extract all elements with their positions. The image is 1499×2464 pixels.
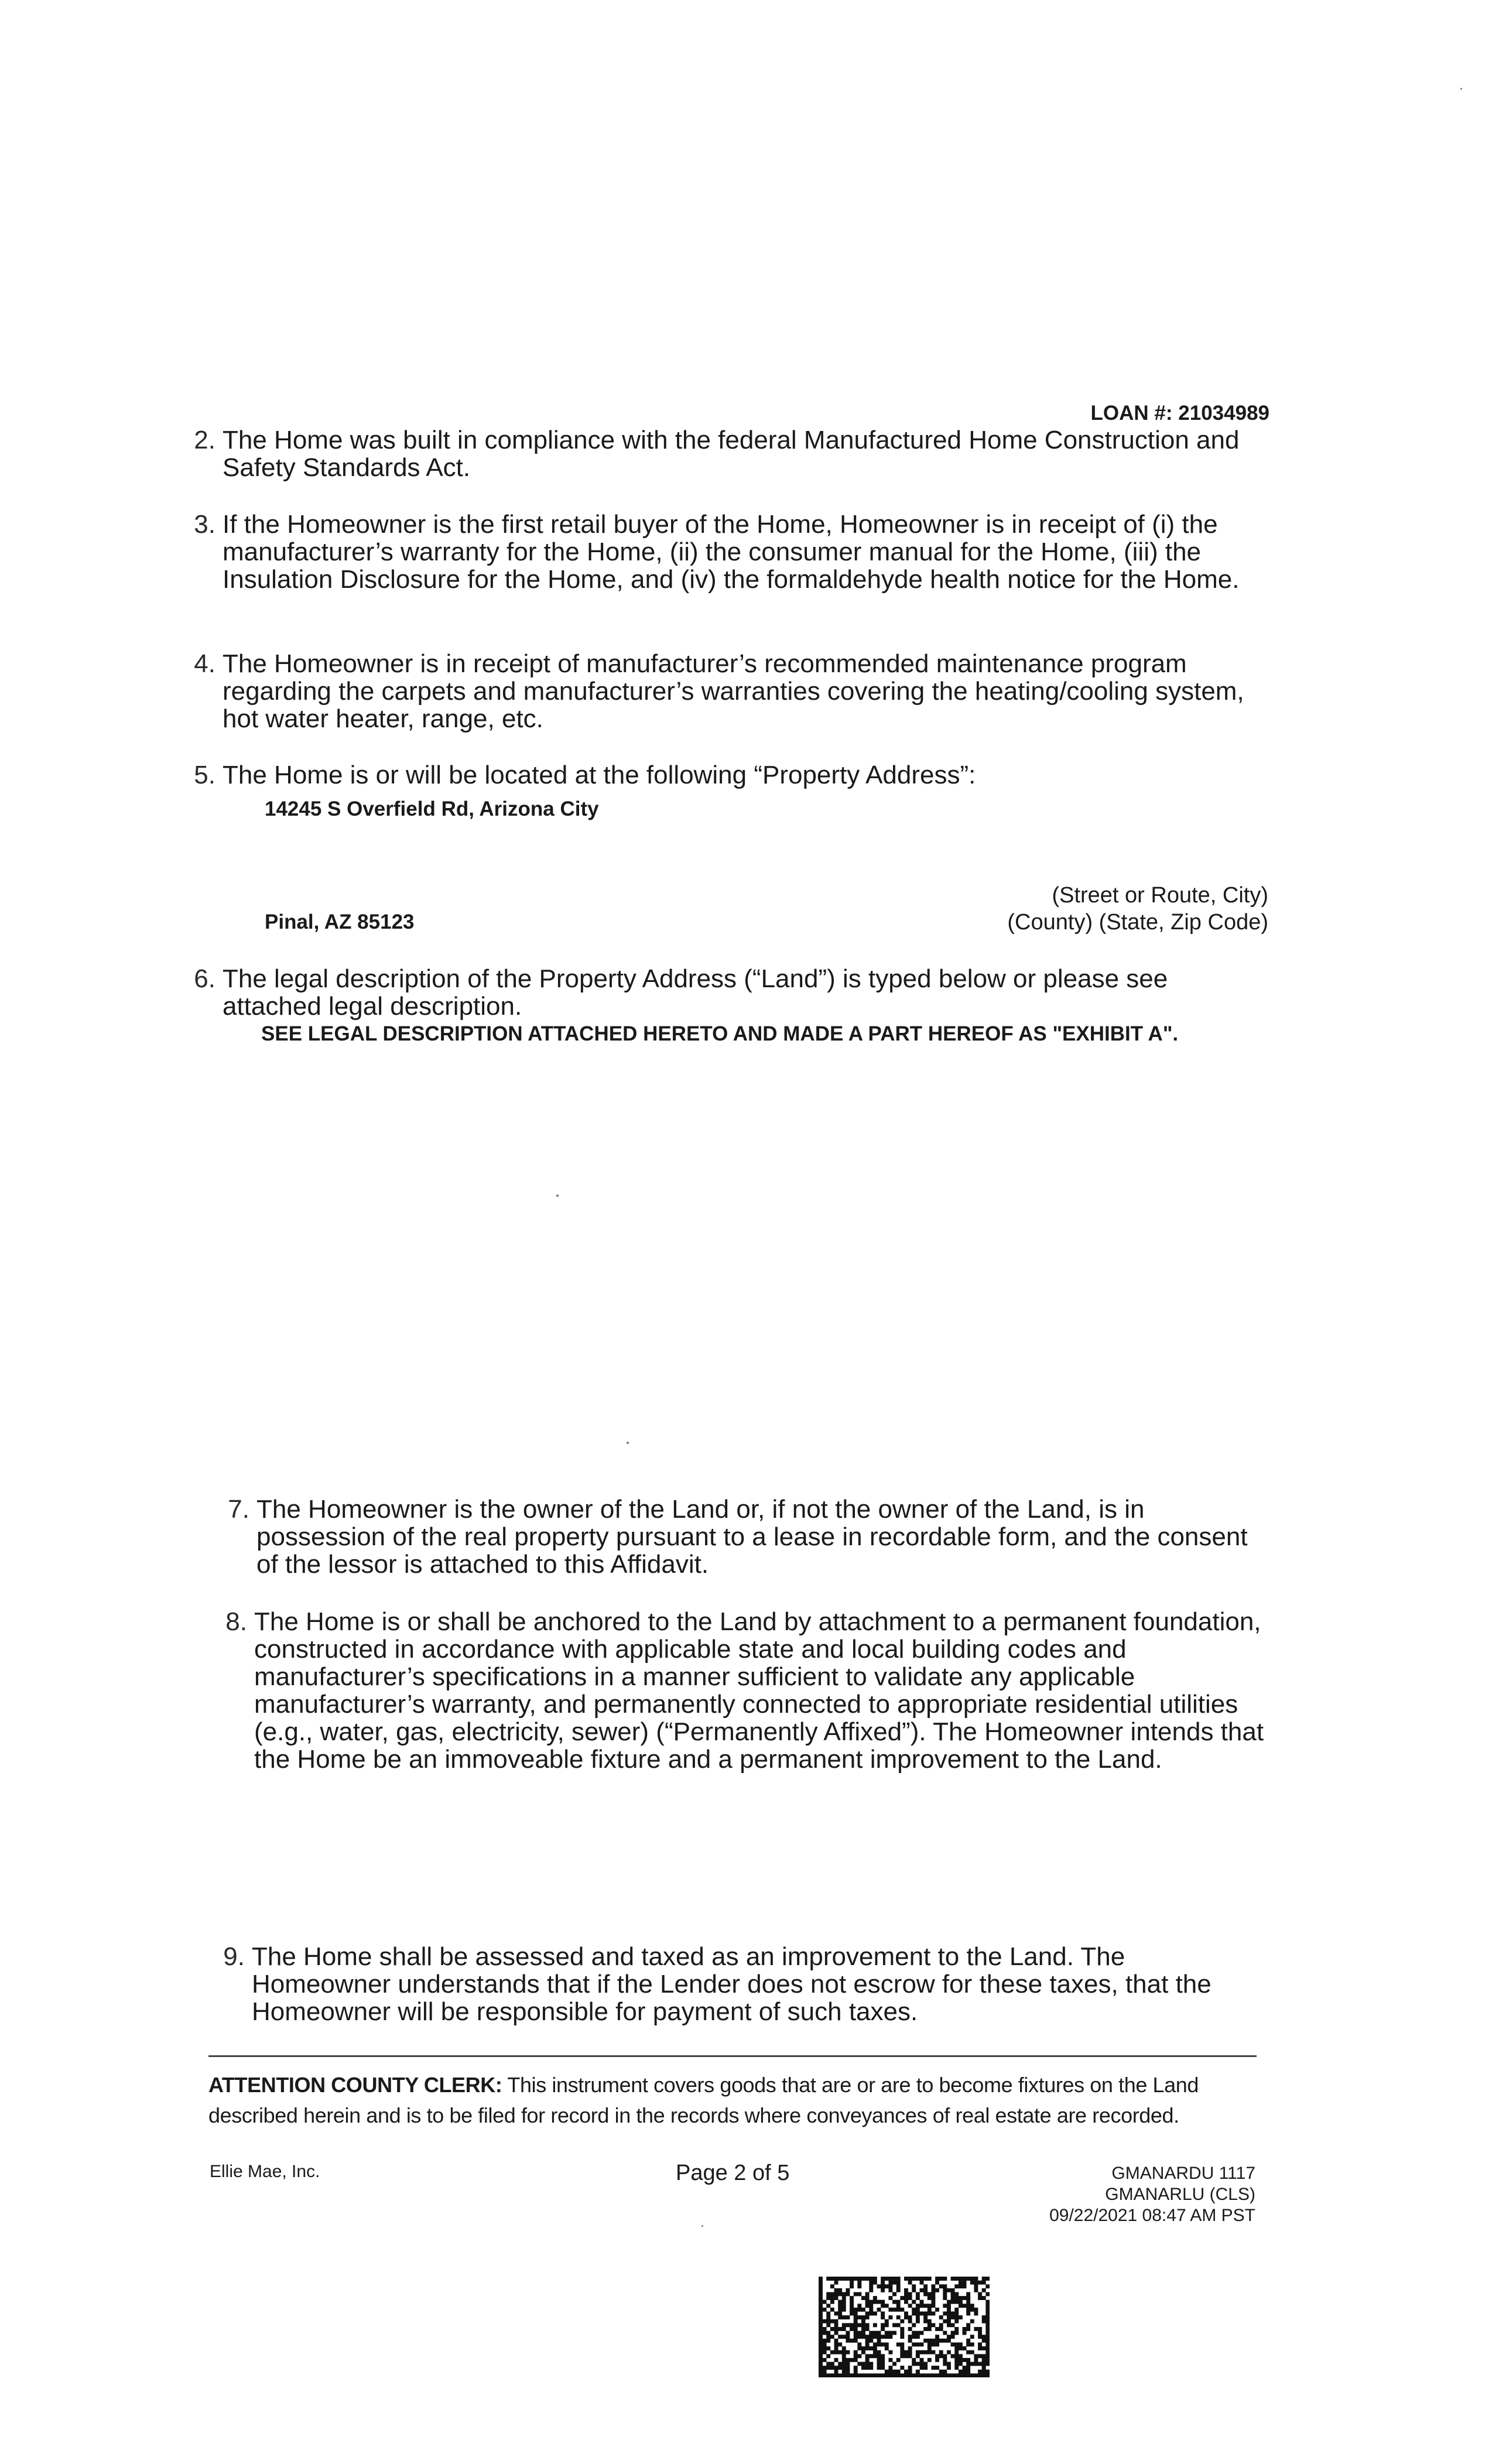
property-street: 14245 S Overfield Rd, Arizona City	[265, 798, 599, 820]
attention-label: ATTENTION COUNTY CLERK:	[208, 2073, 502, 2097]
clause-text: The Home is or will be located at the following “Property Address”:	[223, 761, 976, 789]
clause-number: 5.	[194, 761, 215, 789]
loan-number: LOAN #: 21034989	[1090, 402, 1269, 425]
legal-description: SEE LEGAL DESCRIPTION ATTACHED HERETO AND MADE A PART HEREOF AS "EXHIBIT A".	[261, 1022, 1179, 1045]
clause-number: 8.	[225, 1607, 247, 1636]
clause-text: If the Homeowner is the first retail buyer of the Home, Homeowner is in receipt of (i) the manufacturer’s warranty for the Home, (ii) the consumer manual for the Home, (iii) the Insulation Disclosure for the Home, and (iv) the formaldehyde health notice for the Home.	[223, 510, 1240, 594]
clause-text: The Homeowner is in receipt of manufacturer’s recommended maintenance program regarding the carpets and manufacturer’s warranties covering the heating/cooling system, hot water heater, range, etc.	[223, 649, 1244, 733]
attention-text: This instrument covers goods that are or are to become fixtures on the Land described herein and is to be filed for record in the records where conveyances of real estate are recorded.	[208, 2073, 1199, 2127]
attention-notice	[208, 2055, 1257, 2131]
scan-speck	[1460, 88, 1462, 90]
street-caption: (Street or Route, City)	[1052, 883, 1268, 908]
scan-speck	[556, 1195, 559, 1197]
clause-6	[194, 964, 1271, 1021]
form-code-1: GMANARDU 1117	[1111, 2164, 1255, 2183]
page-number: Page 2 of 5	[676, 2161, 790, 2185]
scan-speck	[627, 1442, 629, 1444]
clause-number: 3.	[194, 510, 215, 539]
property-county: Pinal, AZ 85123	[265, 911, 415, 933]
clause-number: 6.	[194, 964, 215, 993]
footer-vendor: Ellie Mae, Inc.	[210, 2162, 320, 2181]
clause-text: The Homeowner is the owner of the Land or, if not the owner of the Land, is in possession of the real property pursuant to a lease in recordable form, and the consent of the lessor is attached to this Affidavit.	[256, 1495, 1248, 1579]
clause-8	[225, 1607, 1265, 1774]
clause-text: The Home was built in compliance with the federal Manufactured Home Construction and Safety Standards Act.	[223, 426, 1240, 482]
clause-2	[194, 426, 1271, 482]
clause-number: 4.	[194, 649, 215, 678]
clause-number: 2.	[194, 426, 215, 454]
clause-text: The Home shall be assessed and taxed as an improvement to the Land. The Homeowner understands that if the Lender does not escrow for these taxes, that the Homeowner will be responsible for payment of such taxes.	[252, 1942, 1211, 2026]
clause-3	[194, 510, 1271, 594]
clause-text: The Home is or shall be anchored to the Land by attachment to a permanent foundation, constructed in accordance with applicable state and local building codes and manufacturer’s specifications in a manner sufficient to validate any applicable manufacturer’s warranty, and permanently connected to appropriate residential utilities (e.g., water, gas, electricity, sewer) (“Permanently Affixed”). The Homeowner intends that the Home be an immoveable fixture and a permanent improvement to the Land.	[254, 1607, 1264, 1774]
clause-number: 9.	[223, 1942, 245, 1971]
scan-speck	[701, 2225, 703, 2227]
footer-timestamp: 09/22/2021 08:47 AM PST	[1049, 2206, 1255, 2225]
clause-4	[194, 649, 1271, 733]
clause-7	[228, 1495, 1265, 1579]
clause-9	[223, 1942, 1265, 2026]
barcode-icon	[819, 2277, 990, 2377]
clause-text: The legal description of the Property Address (“Land”) is typed below or please see attached legal description.	[223, 964, 1168, 1021]
clause-number: 7.	[228, 1495, 249, 1524]
clause-5	[194, 761, 1271, 789]
footer-codes	[1007, 2163, 1255, 2226]
county-caption: (County) (State, Zip Code)	[1007, 910, 1268, 935]
form-code-2: GMANARLU (CLS)	[1105, 2185, 1255, 2204]
